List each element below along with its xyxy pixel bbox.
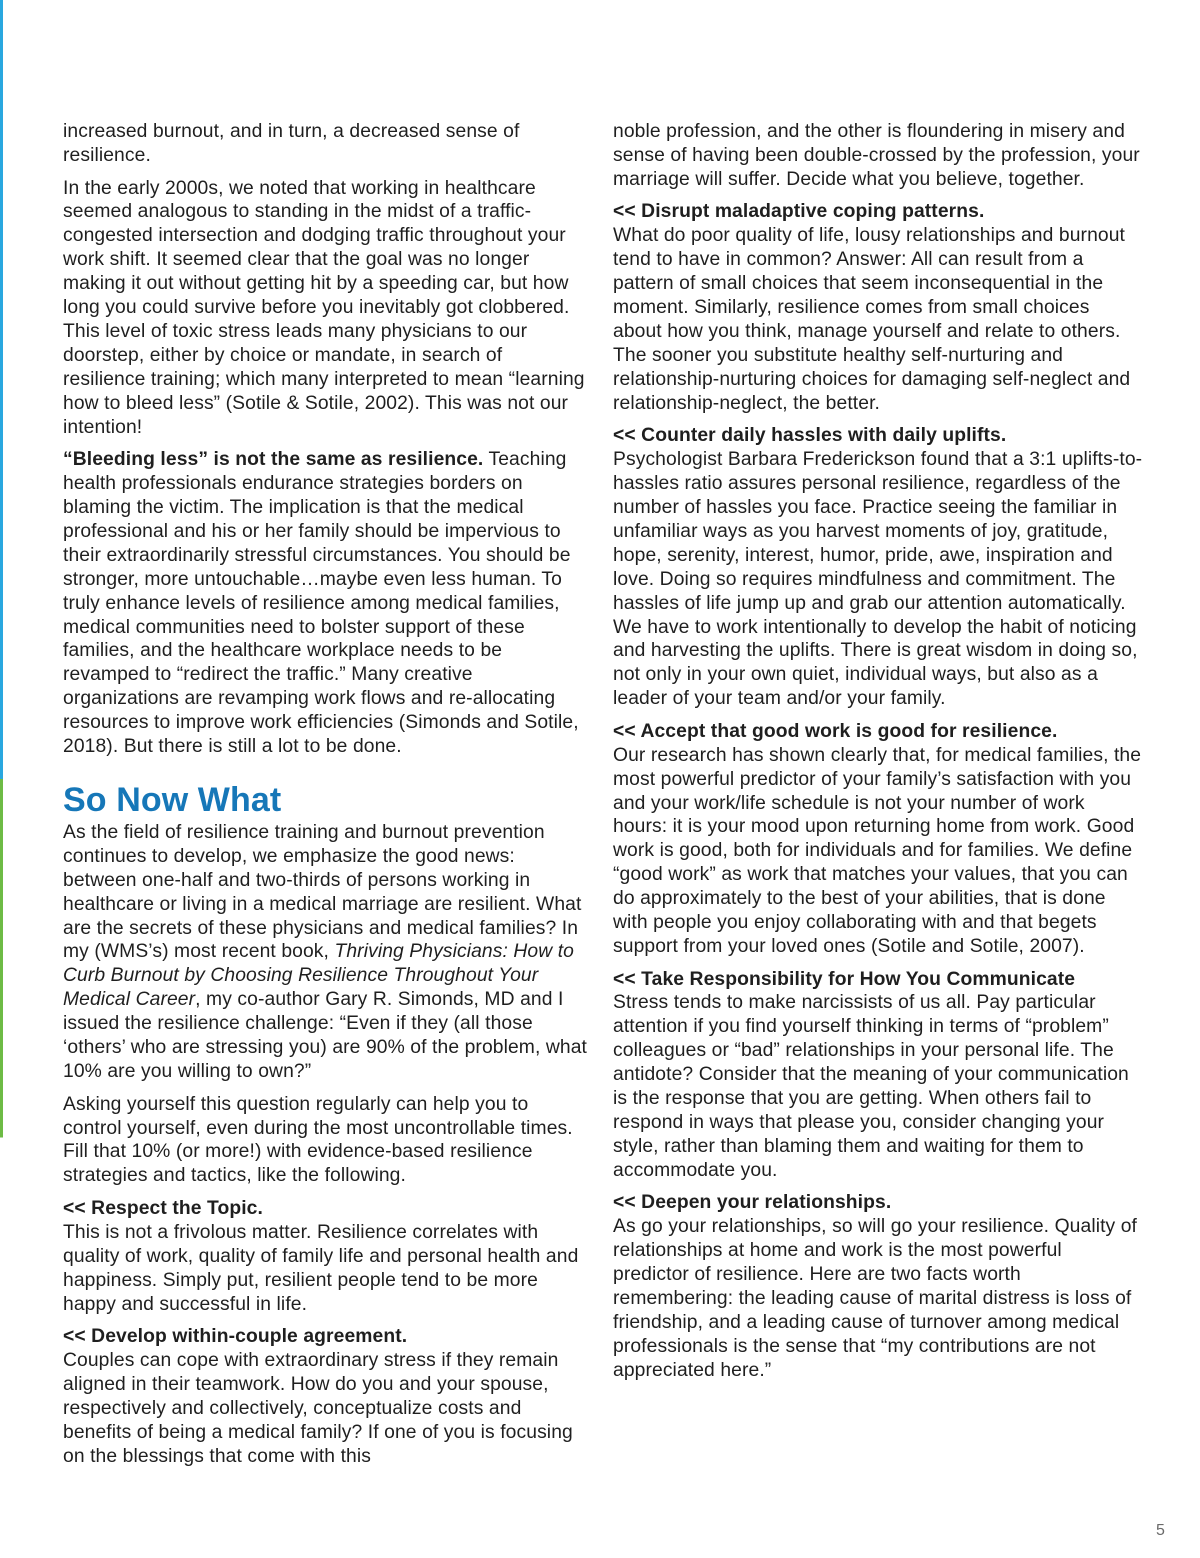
tip-body: What do poor quality of life, lousy relationships and burnout tend to have in common? Answer: All can result from a pattern of small choices that seem inconsequential in the moment. Similarly, resilience comes from small choices about how you think, manage yourself and relate to others. The sooner you substitute healthy self-nurturing and relationship-nurturing choices for damaging self-neglect and relationship-neglect, the better. — [613, 225, 1131, 414]
paragraph-early-2000s: In the early 2000s, we noted that working in healthcare seemed analogous to standing in the midst of a traffic-congested intersection and dodging traffic throughout your work shift. It seemed clear that the goal was no longer making it out without getting hit by a speeding car, but how long you could survive before you inevitably got clobbered. This level of toxic stress leads many physicians to our doorstep, either by choice or mandate, in search of resilience training; which many interpreted to mean “learning how to bleed less” (Sotile & Sotile, 2002). This was not our intention! — [63, 177, 585, 438]
tip-title: << Develop within-couple agreement. — [63, 1326, 408, 1348]
tip-daily-uplifts — [613, 424, 1143, 711]
tip-body: Psychologist Barbara Frederickson found that a 3:1 uplifts-to-hassles ratio assures personal resilience, regardless of the number of hassles you face. Practice seeing the familiar in unfamiliar ways as you harvest moments of joy, gratitude, hope, serenity, interest, humor, pride, awe, inspiration and love. Doing so requires mindfulness and commitment. The hassles of life jump up and grab our attention automatically. We have to work intentionally to develop the habit of noticing and harvesting the uplifts. There is great wisdom in doing so, not only in your own quiet, individual ways, but also as a leader of your team and/or your family. — [613, 449, 1143, 710]
tip-body: As go your relationships, so will go your resilience. Quality of relationships at home and work is the most powerful predictor of resilience. Here are two facts worth remembering: the leading cause of marital distress is loss of friendship, and a leading cause of turnover among medical professionals is the sense that “my contributions are not appreciated here.” — [613, 1216, 1138, 1381]
paragraph-lead-bleeding-less: “Bleeding less” is not the same as resilience. — [63, 449, 484, 471]
paragraph-bleeding-less — [63, 448, 587, 759]
right-column — [613, 120, 1143, 1383]
tip-body: This is not a frivolous matter. Resilience correlates with quality of work, quality of family life and personal health and happiness. Simply put, resilient people tend to be more happy and successful in life. — [63, 1221, 579, 1315]
tip-title: << Take Responsibility for How You Communicate — [613, 968, 1076, 990]
tip-respect-topic — [63, 1197, 587, 1317]
tip-body: Stress tends to make narcissists of us all. Pay particular attention if you find yourself thinking in terms of “problem” colleagues or “bad” relationships in your personal life. The antidote? Consider that the meaning of your communication is the response that you are getting. When others fail to respond in ways that please you, consider changing your style, rather than blaming them and waiting for them to accommodate you. — [613, 992, 1129, 1181]
tip-body: Our research has shown clearly that, for medical families, the most powerful predictor of your family’s satisfaction with you and your work/life schedule is not your number of work hours: it is your mood upon returning home from work. Good work is good, both for individuals and for families. We define “good work” as work that matches your values, that you can do approximately to the best of your abilities, that is done with people you enjoy collaborating with and that begets support from your loved ones (Sotile and Sotile, 2007). — [613, 744, 1142, 957]
left-column — [63, 120, 587, 1469]
paragraph-burnout-continuation: increased burnout, and in turn, a decreased sense of resilience. — [63, 121, 520, 166]
page-edge-accent-bar — [0, 0, 3, 1558]
book-title: Thriving Physicians: How to Curb Burnout by Choosing Resilience Throughout Your Medical Career — [63, 941, 574, 1011]
tip-title: << Accept that good work is good for resilience. — [613, 720, 1058, 742]
paragraph-part-b: , my co-author Gary R. Simonds, MD and I issued the resilience challenge: “Even if they (all those ‘others’ who are stressing you) are 90% of the problem, what 10% are you willing to own?” — [63, 989, 587, 1082]
tip-title: << Counter daily hassles with daily uplifts. — [613, 425, 1007, 447]
tip-deepen-relationships — [613, 1191, 1143, 1382]
tip-communicate — [613, 968, 1143, 1183]
paragraph-asking-yourself: Asking yourself this question regularly can help you to control yourself, even during the most uncontrollable times. Fill that 10% (or more!) with evidence-based resilience strategies and tactics, like the following. — [63, 1093, 573, 1187]
tip-title: << Deepen your relationships. — [613, 1192, 892, 1214]
tip-body: Couples can cope with extraordinary stress if they remain aligned in their teamwork. How do you and your spouse, respectively and collectively, conceptualize costs and benefits of being a medical family? If one of you is focusing on the blessings that come with this — [63, 1350, 573, 1467]
paragraph-body-bleeding-less: Teaching health professionals endurance strategies borders on blaming the victim. The implication is that the medical professional and his or her family should be impervious to their extraordinarily stressful circumstances. You should be stronger, more untouchable…maybe even less human. To truly enhance levels of resilience among medical families, medical communities need to bolster support of these families, and the healthcare workplace needs to be revamped to “redirect the traffic.” Many creative organizations are revamping work flows and re-allocating resources to improve work efficiencies (Simonds and Sotile, 2018). But there is still a lot to be done. — [63, 449, 579, 758]
page-number: 5 — [1156, 1522, 1165, 1539]
tip-within-couple-agreement — [63, 1325, 587, 1468]
paragraph-part-a: As the field of resilience training and burnout prevention continues to develop, we emphasize the good news: between one-half and two-thirds of persons working in healthcare or living in a medical marriage are resilient. What are the secrets of these physicians and medical families? In my (WMS’s) most recent book, — [63, 821, 582, 963]
section-heading-so-now-what: So Now What — [63, 780, 282, 819]
paragraph-noble-profession: noble profession, and the other is floundering in misery and sense of having been double-crossed by the profession, your marriage will suffer. Decide what you believe, together. — [613, 121, 1140, 190]
tip-title: << Respect the Topic. — [63, 1197, 263, 1219]
tip-good-work — [613, 720, 1143, 959]
tip-title: << Disrupt maladaptive coping patterns. — [613, 201, 985, 223]
tip-disrupt-coping-patterns — [613, 200, 1143, 415]
paragraph-resilience-challenge — [63, 821, 587, 1084]
